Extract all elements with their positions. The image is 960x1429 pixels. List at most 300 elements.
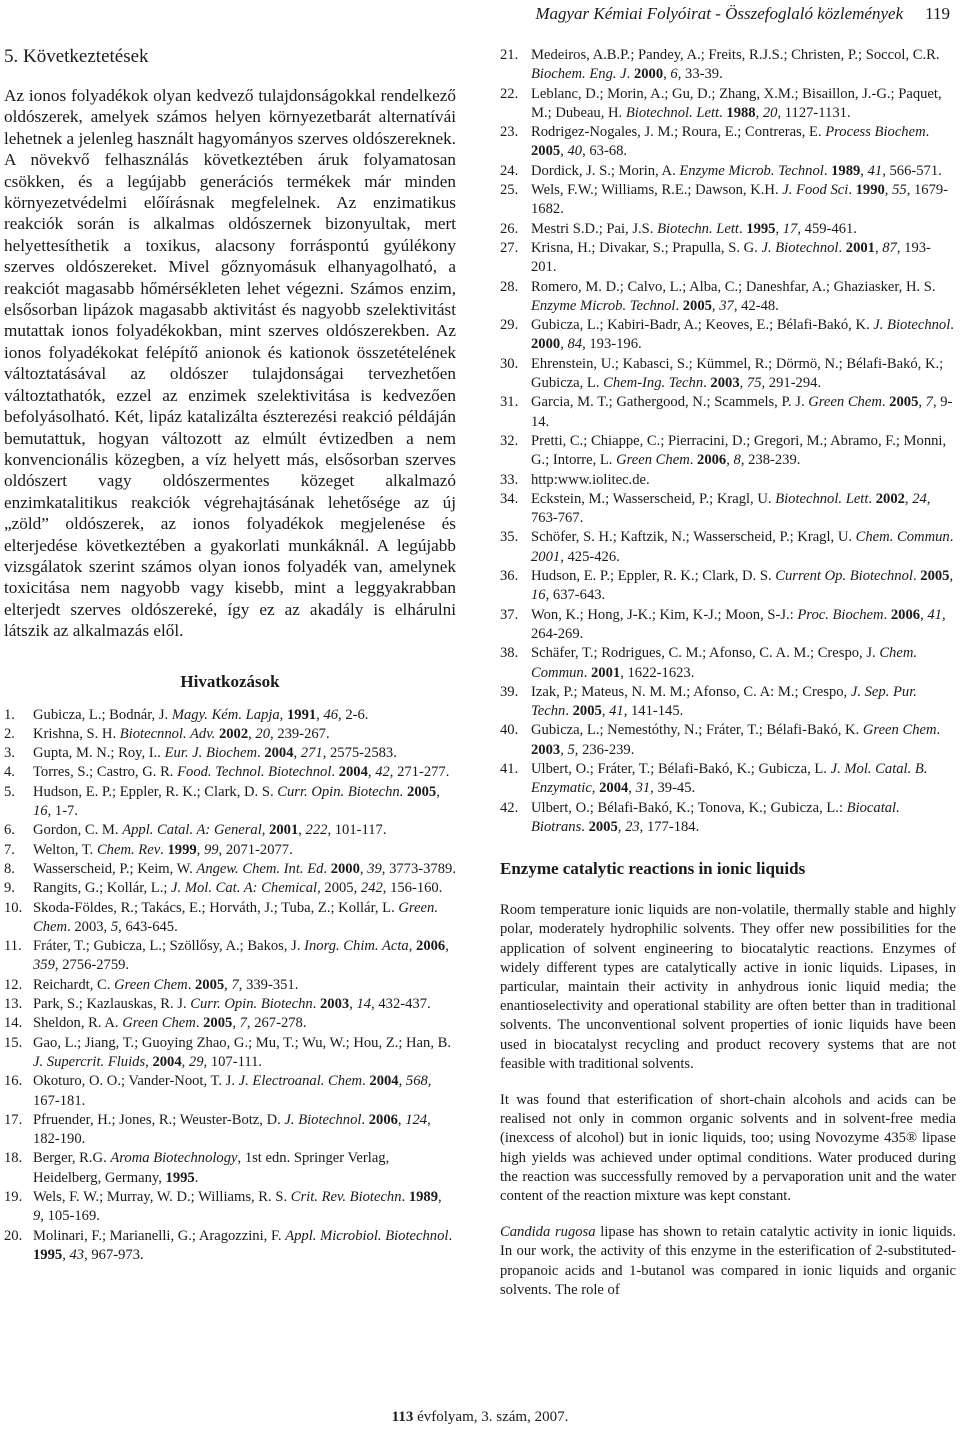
reference-number: 11. <box>4 938 22 955</box>
reference-text: 99 <box>203 841 219 858</box>
reference-text: . <box>187 976 195 993</box>
reference-text: , <box>884 182 893 199</box>
reference-text: 2001 <box>531 548 561 565</box>
reference-text: , 193-201. <box>531 239 931 276</box>
reference-number: 14. <box>4 1015 23 1032</box>
reference-text: , 339-351. <box>238 976 299 993</box>
reference-number: 33. <box>500 471 519 488</box>
reference-text: , 63-68. <box>582 143 628 160</box>
reference-number: 19. <box>4 1188 23 1205</box>
reference-item <box>4 783 456 822</box>
reference-text: Molinari, F.; Marianelli, G.; Aragozzini, F. <box>33 1227 286 1244</box>
reference-text: Green Chem <box>114 976 188 993</box>
reference-text: , 1-7. <box>47 803 78 820</box>
reference-text: 2005 <box>407 783 437 800</box>
reference-text: , 239-267. <box>270 725 330 742</box>
reference-list-left <box>4 706 456 1266</box>
reference-text: Gao, L.; Jiang, T.; Guoying Zhao, G.; Mu, T.; Wu, W.; Hou, Z.; Han, B. <box>33 1034 452 1051</box>
reference-text: Process Biochem <box>825 124 926 141</box>
reference-text: Welton, T. <box>33 841 97 858</box>
references-heading: Hivatkozások <box>180 671 280 691</box>
reference-list-right <box>500 46 956 837</box>
reference-item <box>500 528 956 567</box>
reference-text: 222 <box>305 822 328 839</box>
reference-number: 13. <box>4 996 23 1013</box>
reference-text: , 105-169. <box>40 1208 100 1225</box>
reference-text: , <box>949 568 954 585</box>
reference-text: . <box>581 818 589 835</box>
reference-number: 8. <box>4 860 15 877</box>
reference-text: J. Food Sci <box>782 182 849 199</box>
reference-number: 27. <box>500 239 519 256</box>
reference-text: . <box>626 66 634 83</box>
reference-text: Inorg. Chim. Acta <box>304 938 409 955</box>
reference-text: , <box>62 1246 70 1263</box>
reference-text: 87 <box>882 239 897 256</box>
reference-item <box>500 46 956 85</box>
reference-text: 2001 <box>591 664 621 681</box>
reference-text: . <box>703 375 711 392</box>
reference-text: Green. Chem <box>33 899 438 935</box>
reference-text: Rangits, G.; Kollár, L.; <box>33 880 172 897</box>
reference-text: 5 <box>110 918 119 935</box>
reference-text: . <box>738 220 747 237</box>
reference-text: http:www.iolitec.de. <box>531 471 650 488</box>
reference-text: Wels, F.W.; Williams, R.E.; Dawson, K.H. <box>531 182 783 199</box>
reference-text: 9 <box>33 1208 41 1225</box>
reference-item <box>500 162 956 181</box>
reference-text: Food. Technol. Biotechnol <box>177 764 332 781</box>
reference-text: 39 <box>367 860 382 877</box>
reference-text: Angew. Chem. Int. Ed <box>196 860 324 877</box>
reference-item <box>500 181 956 220</box>
reference-text: 2004 <box>152 1053 182 1070</box>
reference-text: . <box>883 606 891 623</box>
reference-number: 36. <box>500 568 519 585</box>
reference-text: , 33-39. <box>677 66 723 83</box>
reference-number: 20. <box>4 1227 23 1244</box>
reference-number: 42. <box>500 799 519 816</box>
species-name: Candida rugosa <box>500 1224 596 1241</box>
abstract-paragraph <box>500 1223 956 1300</box>
reference-number: 37. <box>500 606 519 623</box>
reference-text: Garcia, M. T.; Gathergood, N.; Scammels, P. J. <box>531 394 809 411</box>
reference-item <box>500 760 956 799</box>
reference-text: 40 <box>567 143 583 160</box>
reference-text: Romero, M. D.; Calvo, L.; Alba, C.; Daneshfar, A.; Ghaziasker, H. S. <box>531 278 936 295</box>
reference-item <box>4 841 456 860</box>
reference-text: . <box>925 124 930 141</box>
reference-text: 242 <box>360 880 383 897</box>
reference-text: J. Biotechnol <box>284 1111 362 1128</box>
reference-text: J. Biotechnol <box>761 239 839 256</box>
reference-item <box>4 706 456 725</box>
reference-text: , <box>904 490 913 507</box>
reference-item <box>500 471 956 490</box>
reference-text: 2005 <box>203 1015 233 1032</box>
reference-item <box>4 1227 456 1266</box>
reference-text: 2001 <box>269 822 299 839</box>
reference-text: 16 <box>33 803 48 820</box>
reference-text: Biotecnnol. Adv. <box>119 725 216 742</box>
reference-text: , <box>397 1111 406 1128</box>
reference-text: 2004 <box>264 745 294 762</box>
reference-text: , 459-461. <box>797 220 857 237</box>
reference-text: 2004 <box>338 764 368 781</box>
reference-text: , <box>739 375 747 392</box>
reference-text: , 167-181. <box>33 1073 432 1109</box>
reference-item <box>4 1188 456 1227</box>
reference-item <box>500 490 956 529</box>
reference-number: 25. <box>500 182 519 199</box>
reference-text: Gubicza, L.; Kabiri-Badr, A.; Keoves, E.; Bélafi-Bakó, K. <box>531 317 874 334</box>
reference-text: , 271-277. <box>389 764 450 781</box>
reference-text: , <box>560 143 568 160</box>
reference-text: 2005 <box>920 568 950 585</box>
reference-text: . <box>448 1227 453 1244</box>
reference-text: , <box>293 745 301 762</box>
reference-text: 20 <box>255 725 271 742</box>
reference-text: Ulbert, O.; Fráter, T.; Bélafi-Bakó, K.; Gubicza, L. <box>531 760 831 777</box>
reference-text: 37 <box>719 297 734 314</box>
reference-number: 3. <box>4 745 15 762</box>
reference-text: 2005 <box>682 297 712 314</box>
reference-number: 32. <box>500 432 519 449</box>
reference-text: Aroma Biotechnology <box>110 1150 238 1167</box>
reference-text: , <box>874 239 883 256</box>
abstract-paragraph: It was found that esterification of short-chain alcohols and acids can be realised not only in common organic solvents and in solvent-free media (inexcess of alcohol) but in ionic liquids, too; using Novozyme 435® lipase high yields was achieved under optimal conditions. Water produced during the reaction was successfully removed by a pervaporation unit and the water content of the reaction mixture was kept constant. <box>500 1092 956 1205</box>
reference-text: Okoturo, O. O.; Vander-Noot, T. J. <box>33 1073 239 1090</box>
reference-item <box>500 567 956 606</box>
reference-text: , <box>398 1073 406 1090</box>
reference-number: 23. <box>500 124 519 141</box>
reference-text: , <box>617 818 626 835</box>
reference-text: , <box>436 783 440 800</box>
reference-text: . <box>868 490 876 507</box>
reference-text: , <box>279 706 287 723</box>
reference-text: . <box>401 1188 409 1205</box>
reference-number: 6. <box>4 822 15 839</box>
reference-text: . <box>160 841 168 858</box>
reference-item <box>500 123 956 162</box>
reference-text: Eckstein, M.; Wasserscheid, P.; Kragl, U. <box>531 490 776 507</box>
reference-number: 1. <box>4 706 15 723</box>
reference-text: , 238-239. <box>740 452 801 469</box>
reference-text: , 432-437. <box>371 996 431 1013</box>
reference-text: 43 <box>69 1246 85 1263</box>
reference-item <box>500 606 956 645</box>
page-footer <box>0 1409 960 1426</box>
reference-number: 41. <box>500 760 519 777</box>
reference-text: , 141-145. <box>623 703 684 720</box>
reference-text: 2005 <box>531 143 561 160</box>
right-column <box>500 46 956 1317</box>
reference-item <box>500 355 956 394</box>
reference-text: Hudson, E. P.; Eppler, R. K.; Clark, D. S. <box>33 783 278 800</box>
reference-number: 21. <box>500 47 519 63</box>
reference-text: 42 <box>375 764 390 781</box>
reference-item <box>4 744 456 763</box>
reference-item <box>4 1072 456 1111</box>
conclusions-text: Az ionos folyadékok olyan kedvező tulajdonságokkal rendelkező oldószerek, amelyek számos helyen környezetbarát alternatívái lehetnek a jelenleg használt hagyományos szerves oldószereknek. A növekvő felhasználás következtében áruk folyamatosan csökken, és a legújabb generációs termékek már minden környezetvédelmi előírásnak megfelelnek. Az enzimatikus reakciók során is alkalmas oldószernek bizonyultak, mert helyettesíthetik a toxikus, alacsony forráspontú gyúlékony szerves oldószereket. Mivel gőznyomásuk elhanyagolható, a reakciót magasabb hőmérsékleten lehet végezni. Számos enzim, elsősorban lipázok magasabb aktivitást és nagyobb szelektivitást mutattak ionos folyadékokban, mint szerves oldószerekben. Az ionos folyadékokat felépítő anionok és kationok összetételének változtatásával az oldószer tulajdonságai tervezhetően változtathatók, ezzel az enzimek szelektivitása is kedvezően befolyásolható. Két, lipáz katalizálta észterezési reakció példáján bemutattuk, hogyan változott az elmúlt évtizedben a nem konvencionális közegben, a víz helyett más, elsősorban szerves oldószert vagy oldószermentes közeget alkalmazó enzimkatalitikus reakciók végrehajtásának lehetősége az új „zöld” oldószerek, az ionos folyadékok megjelenése és elterjedése következtében a gyakorlati munkáknál. A legújabb vizsgálatok szerint számos olyan ionos folyadék van, amelynek toxicitása nem nagyobb vagy kisebb, mint a leggyakrabban elterjedt szerves oldószereké, így ez az akadály is elhárulni látszik az alkalmazás elől. <box>4 86 456 641</box>
reference-item <box>500 432 956 471</box>
reference-text: , 39-45. <box>650 780 696 797</box>
reference-number: 38. <box>500 645 519 662</box>
reference-number: 35. <box>500 529 519 546</box>
conclusions-heading: 5. Következtetések <box>4 46 149 67</box>
reference-text: Skoda-Földes, R.; Takács, E.; Horváth, J.; Tuba, Z.; Kollár, L. <box>33 899 399 916</box>
reference-text: . <box>583 664 591 681</box>
reference-number: 24. <box>500 162 519 179</box>
reference-text: 124 <box>405 1111 428 1128</box>
reference-text: 1999 <box>167 841 197 858</box>
reference-text: Torres, S.; Castro, G. R. <box>33 764 178 781</box>
reference-text: . <box>936 722 941 739</box>
reference-text: , <box>298 822 306 839</box>
reference-text: Krisna, H.; Divakar, S.; Prapulla, S. G. <box>531 239 762 256</box>
reference-item <box>500 278 956 317</box>
reference-text: 359 <box>33 957 55 974</box>
reference-text: , <box>316 706 324 723</box>
reference-text: J. Electroanal. Chem <box>238 1073 363 1090</box>
reference-text: , <box>663 66 671 83</box>
reference-text: 5 <box>567 741 575 758</box>
reference-text: . <box>675 297 683 314</box>
reference-item <box>4 879 456 898</box>
reference-text: . <box>949 529 954 546</box>
reference-text: Biotechn. Lett <box>657 220 739 237</box>
reference-text: 31 <box>635 780 651 797</box>
reference-text: , <box>232 1015 240 1032</box>
reference-text: 55 <box>892 182 907 199</box>
reference-text: , <box>560 336 568 353</box>
reference-text: 2000 <box>330 860 360 877</box>
reference-text: , 1622-1623. <box>620 664 695 681</box>
reference-text: 2005 <box>889 394 919 411</box>
reference-text: 2004 <box>369 1073 399 1090</box>
reference-text: J. Sep. Pur. Techn <box>531 683 917 720</box>
left-column <box>4 46 456 1265</box>
reference-item <box>4 937 456 976</box>
reference-text: Park, S.; Kazlauskas, R. J. <box>33 996 191 1013</box>
reference-text: . <box>565 703 573 720</box>
reference-item <box>500 85 956 124</box>
reference-text: , <box>918 394 926 411</box>
reference-text: Ehrenstein, U.; Kabasci, S.; Kümmel, R.; Dörmö, N.; Bélafi-Bakó, K.; Gubicza, L. <box>531 355 944 392</box>
reference-text: J. Biotechnol <box>873 317 951 334</box>
reference-text: 1995 <box>746 220 776 237</box>
reference-text: Biotechnol. Lett <box>625 104 720 121</box>
reference-text: 2003 <box>710 375 740 392</box>
reference-text: Berger, R.G. <box>33 1150 111 1167</box>
reference-item <box>500 316 956 355</box>
reference-text: . <box>323 860 331 877</box>
reference-text: , 1st edn. Springer Verlag, Heidelberg, Germany, <box>33 1150 390 1186</box>
reference-text: , 101-117. <box>327 822 387 839</box>
reference-text: , <box>591 780 600 797</box>
reference-text: , 2005, <box>317 880 361 897</box>
reference-item <box>4 821 456 840</box>
reference-item <box>4 763 456 782</box>
reference-text: , 425-426. <box>560 548 620 565</box>
reference-text: , <box>860 162 868 179</box>
reference-text: . <box>719 104 727 121</box>
reference-text: Curr. Opin. Biotechn <box>190 996 313 1013</box>
reference-text: , 2-6. <box>338 706 369 723</box>
reference-text: . <box>912 568 921 585</box>
reference-text: 41 <box>867 162 883 179</box>
reference-number: 40. <box>500 722 519 739</box>
reference-text: Green Chem <box>862 722 937 739</box>
reference-text: Biotechnol. Lett <box>775 490 869 507</box>
reference-text: Curr. Opin. Biotechn. <box>277 783 404 800</box>
reference-text: Dordick, J. S.; Morin, A. <box>531 162 680 179</box>
reference-number: 4. <box>4 764 15 781</box>
reference-text: Reichardt, C. <box>33 976 115 993</box>
reference-text: Gubicza, L.; Nemestóthy, N.; Fráter, T.; Bélafi-Bakó, K. <box>531 722 863 739</box>
reference-text: Hudson, E. P.; Eppler, R. K.; Clark, D. S. <box>531 568 776 585</box>
reference-text: . <box>312 996 320 1013</box>
volume-number: 113 <box>391 1409 414 1425</box>
footer-text: évfolyam, 3. szám, 2007. <box>413 1409 569 1425</box>
reference-text: 2001 <box>845 239 875 256</box>
reference-text: 2005 <box>194 976 225 993</box>
reference-item <box>4 899 456 938</box>
reference-item <box>4 725 456 744</box>
reference-text: , 2071-2077. <box>218 841 293 858</box>
reference-text: Rodrigez-Nogales, J. M.; Roura, E.; Contreras, E. <box>531 124 826 141</box>
reference-text: , <box>359 860 368 877</box>
reference-text: . <box>194 1169 199 1186</box>
reference-item <box>4 1014 456 1033</box>
reference-text: Appl. Catal. A: General <box>122 822 262 839</box>
reference-text: , 107-111. <box>203 1053 263 1070</box>
english-abstract-title: Enzyme catalytic reactions in ionic liquids <box>500 859 806 879</box>
reference-text: . <box>331 764 339 781</box>
reference-text: 7 <box>925 394 933 411</box>
reference-item <box>500 644 956 683</box>
reference-text: . <box>838 239 846 256</box>
reference-text: Biochem. Eng. J <box>531 66 627 83</box>
reference-text: , <box>349 996 357 1013</box>
reference-text: , <box>755 104 763 121</box>
reference-text: Leblanc, D.; Morin, A.; Gu, D.; Zhang, X.M.; Bisaillon, J.-G.; Paquet, M.; Dubeau, H. <box>531 85 942 121</box>
reference-text: , <box>560 741 568 758</box>
reference-text: Chem. Rev <box>96 841 161 858</box>
reference-text: , <box>601 703 610 720</box>
reference-text: . <box>689 452 698 469</box>
reference-text: Green Chem <box>808 394 882 411</box>
abstract-paragraph: Room temperature ionic liquids are non-volatile, thermally stable and highly polar, moderately hydrophilic solvents. They offer new possibilities for the application of solvent engineering to biocatalytic reactions. Enzymes of widely different types are catalytically active in ionic liquids. Lipases, in particular, maintain their activity in anhydrous ionic liquid media; the enantioselectivity and operational stability are often better than in traditional solvents. The unconventional solvent properties of ionic liquids have been used in biocatalyst recycling and product recovery systems that are not feasible with traditional solvents. <box>500 902 956 1072</box>
reference-text: Gubicza, L.; Bodnár, J. <box>33 706 172 723</box>
reference-number: 2. <box>4 725 15 742</box>
reference-number: 39. <box>500 683 519 700</box>
reference-text: 1990 <box>855 182 885 199</box>
reference-text: 2003 <box>531 741 561 758</box>
reference-number: 17. <box>4 1111 23 1128</box>
reference-text: , 566-571. <box>882 162 942 179</box>
reference-text: Appl. Microbiol. Biotechnol <box>285 1227 449 1244</box>
reference-text: Proc. Biochem <box>797 606 884 623</box>
reference-text: , 177-184. <box>639 818 700 835</box>
reference-text: . <box>257 745 265 762</box>
reference-number: 30. <box>500 355 519 372</box>
reference-text: , <box>628 780 636 797</box>
reference-text: 41 <box>927 606 942 623</box>
reference-text: , 763-767. <box>531 490 931 527</box>
reference-text: 1989 <box>831 162 861 179</box>
reference-text: Biocatal. Biotrans <box>531 799 900 835</box>
reference-item <box>500 239 956 278</box>
reference-number: 26. <box>500 220 519 237</box>
reference-text: Pretti, C.; Chiappe, C.; Pierracini, D.; Gregori, M.; Abramo, F.; Monni, G.; Intorre, L. <box>531 432 947 469</box>
reference-text: Wasserscheid, P.; Keim, W. <box>33 860 197 877</box>
reference-text: J. Mol. Catal. B. Enzymatic <box>531 760 928 797</box>
reference-number: 28. <box>500 278 519 295</box>
reference-text: Sheldon, R. A. <box>33 1015 123 1032</box>
reference-text: 7 <box>239 1015 247 1032</box>
reference-text: , <box>145 1053 153 1070</box>
reference-text: 2003 <box>320 996 350 1013</box>
reference-text: , 643-645. <box>118 918 178 935</box>
reference-text: , 236-239. <box>574 741 635 758</box>
reference-text: , 1127-1131. <box>777 104 851 121</box>
reference-item <box>4 1111 456 1150</box>
reference-text: Schäfer, T.; Rodrigues, C. M.; Afonso, C. A. M.; Crespo, J. <box>531 645 880 662</box>
reference-text: Enzyme Microb. Technol <box>531 297 676 314</box>
reference-text: Krishna, S. H. <box>33 725 120 742</box>
reference-text: , <box>261 822 270 839</box>
reference-text: Mestri S.D.; Pai, J.S. <box>531 220 658 237</box>
reference-text: , <box>408 938 417 955</box>
reference-text: , 1679-1682. <box>531 182 949 218</box>
reference-number: 18. <box>4 1150 23 1167</box>
reference-text: , <box>438 1188 442 1205</box>
reference-item <box>4 976 456 995</box>
reference-text: . 2003, <box>67 918 111 935</box>
reference-text: 1995 <box>33 1246 63 1263</box>
reference-number: 5. <box>4 783 15 800</box>
reference-text: 2006 <box>890 606 921 623</box>
reference-text: 14 <box>356 996 372 1013</box>
reference-text: 1991 <box>286 706 317 723</box>
reference-text: Gordon, C. M. <box>33 822 123 839</box>
reference-text: , <box>920 606 928 623</box>
reference-text: , <box>248 725 256 742</box>
reference-text: 2006 <box>697 452 727 469</box>
reference-number: 15. <box>4 1034 23 1051</box>
reference-number: 29. <box>500 317 519 334</box>
reference-text: Won, K.; Hong, J-K.; Kim, K-J.; Moon, S-J.: <box>531 606 798 623</box>
reference-text: Chem-Ing. Techn <box>603 375 704 392</box>
reference-item <box>500 721 956 760</box>
reference-text: , 264-269. <box>531 606 946 642</box>
reference-item <box>4 1149 456 1188</box>
reference-item <box>4 995 456 1014</box>
reference-text: 46 <box>323 706 339 723</box>
reference-text: Current Op. Biotechnol <box>775 568 913 585</box>
reference-text: Schöfer, S. H.; Kaftzik, N.; Wasserscheid, P.; Kragl, U. <box>531 529 856 546</box>
reference-text: 17 <box>782 220 798 237</box>
reference-text: , 193-196. <box>582 336 642 353</box>
reference-number: 10. <box>4 899 23 916</box>
reference-text: Enzyme Microb. Technol <box>679 162 824 179</box>
reference-text: . <box>823 162 832 179</box>
reference-item <box>500 220 956 239</box>
reference-item <box>4 860 456 879</box>
reference-text: Chem. Commun <box>531 645 918 681</box>
reference-text: Crit. Rev. Biotechn <box>290 1188 402 1205</box>
